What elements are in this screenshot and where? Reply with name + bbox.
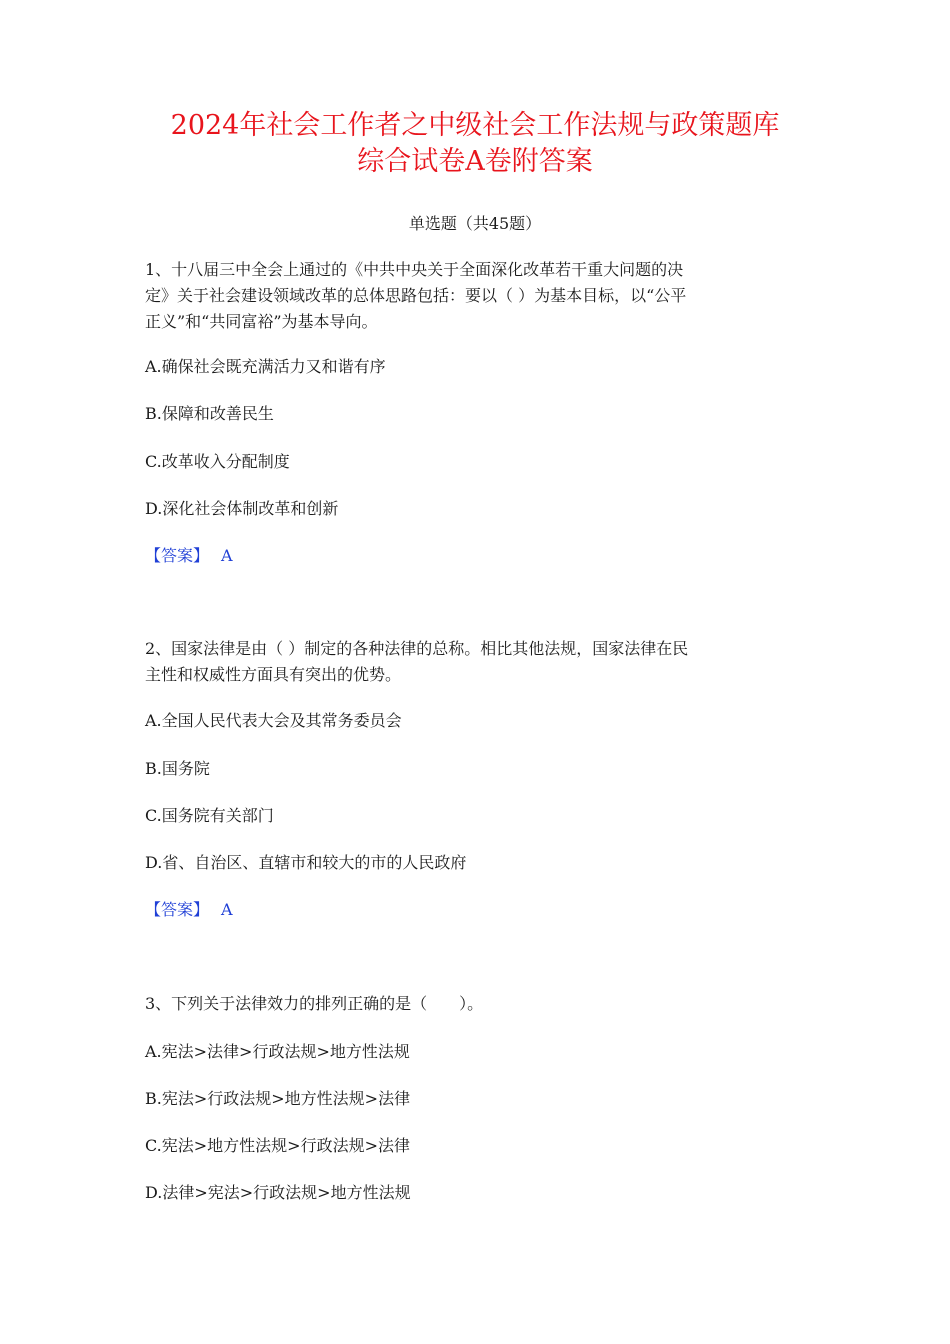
title-line-1: 2024年社会工作者之中级社会工作法规与政策题库: [170, 110, 780, 141]
option-b: B.国务院: [145, 759, 210, 778]
question-stem-line: 定》关于社会建设领域改革的总体思路包括：要以（ ）为基本目标，以“公平: [145, 286, 687, 305]
title-line-2: 综合试卷A卷附答案: [357, 146, 593, 177]
answer-label: 【答案】: [145, 900, 210, 919]
option-b: B.宪法>行政法规>地方性法规>法律: [145, 1089, 411, 1108]
option-a: A.宪法>法律>行政法规>地方性法规: [145, 1042, 410, 1061]
option-a: A.全国人民代表大会及其常务委员会: [145, 711, 402, 730]
answer-value: A: [221, 546, 233, 565]
question-stem-line: 1、十八届三中全会上通过的《中共中央关于全面深化改革若干重大问题的决: [145, 260, 684, 279]
answer-label: 【答案】: [145, 546, 210, 565]
option-c: C.改革收入分配制度: [145, 452, 290, 471]
answer-value: A: [221, 900, 233, 919]
section-heading: 单选题（共45题）: [408, 214, 542, 233]
answer-line: [145, 897, 805, 923]
document-title: [0, 108, 950, 180]
option-b: B.保障和改善民生: [145, 404, 274, 423]
question-stem-line: 2、国家法律是由（ ）制定的各种法律的总称。相比其他法规，国家法律在民: [145, 639, 689, 658]
option-d: D.法律>宪法>行政法规>地方性法规: [145, 1183, 411, 1202]
answer-line: [145, 543, 805, 569]
question-stem-line: 正义”和“共同富裕”为基本导向。: [145, 312, 378, 331]
option-d: D.省、自治区、直辖市和较大的市的人民政府: [145, 853, 467, 872]
option-c: C.宪法>地方性法规>行政法规>法律: [145, 1136, 410, 1155]
question-stem-line: 主性和权威性方面具有突出的优势。: [145, 665, 402, 684]
option-a: A.确保社会既充满活力又和谐有序: [145, 357, 386, 376]
question-stem-line: 3、下列关于法律效力的排列正确的是（ ）。: [145, 994, 484, 1013]
option-d: D.深化社会体制改革和创新: [145, 499, 339, 518]
option-c: C.国务院有关部门: [145, 806, 274, 825]
